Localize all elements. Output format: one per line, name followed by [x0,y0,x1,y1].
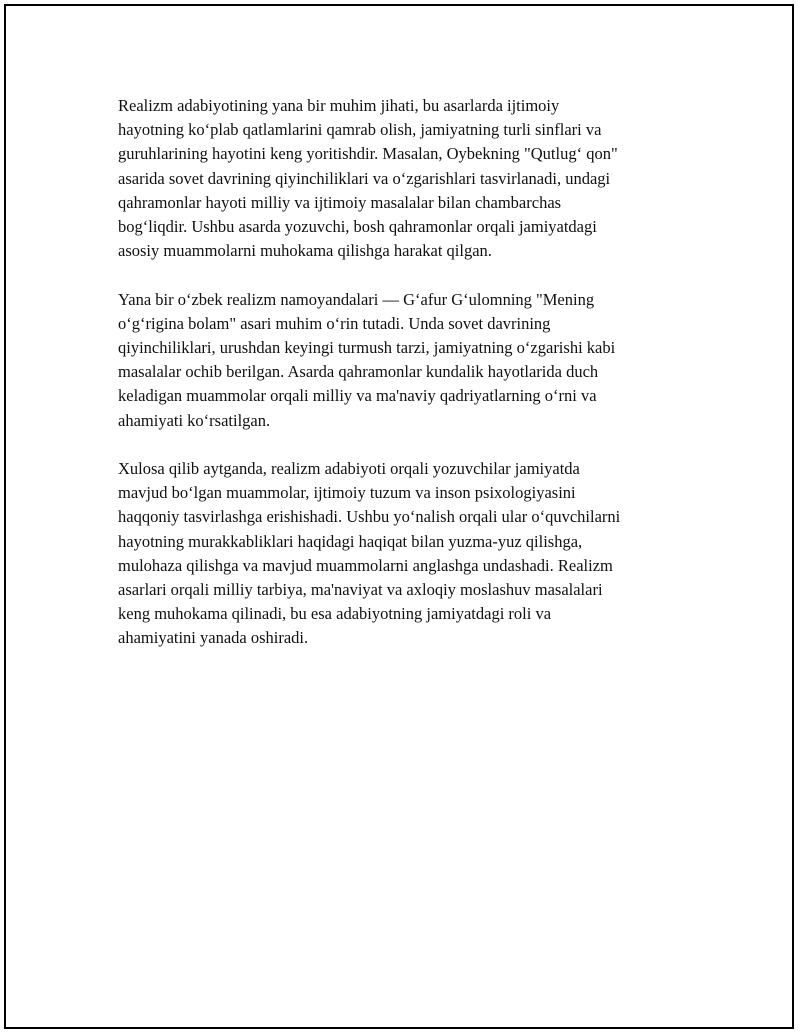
text-line: ahamiyati ko‘rsatilgan. [118,410,271,430]
paragraph-1 [118,94,682,263]
text-line: haqqoniy tasvirlashga erishishadi. Ushbu yo‘nalish orqali ular o‘quvchilarni [118,507,621,527]
text-line: mavjud bo‘lgan muammolar, ijtimoiy tuzum va inson psixologiyasini [118,483,576,503]
text-line: masalalar ochib berilgan. Asarda qahramonlar kundalik hayotlarida duch [118,362,599,382]
document-body [118,94,682,675]
text-line: asarlari orqali milliy tarbiya, ma'naviyat va axloqiy moslashuv masalalari [118,580,603,600]
text-line: o‘g‘rigina bolam" asari muhim o‘rin tutadi. Unda sovet davrining [118,313,551,333]
text-line: Realizm adabiyotining yana bir muhim jihati, bu asarlarda ijtimoiy [118,96,560,115]
text-line: hayotning ko‘plab qatlamlarini qamrab olish, jamiyatning turli sinflari va [118,120,602,140]
text-line: keladigan muammolar orqali milliy va ma'naviy qadriyatlarning o‘rni va [118,386,597,406]
paragraph-3 [118,457,682,651]
paragraph-2 [118,288,682,433]
text-line: asosiy muammolarni muhokama qilishga harakat qilgan. [118,241,492,261]
text-line: qiyinchiliklari, urushdan keyingi turmush tarzi, jamiyatning o‘zgarishi kabi [118,338,616,358]
text-line: qahramonlar hayoti milliy va ijtimoiy masalalar bilan chambarchas [118,192,562,212]
text-line: bog‘liqdir. Ushbu asarda yozuvchi, bosh qahramonlar orqali jamiyatdagi [118,217,597,237]
text-line: Yana bir o‘zbek realizm namoyandalari — G‘afur G‘ulomning "Mening [118,289,595,309]
text-line: Xulosa qilib aytganda, realizm adabiyoti orqali yozuvchilar jamiyatda [118,459,580,479]
text-line: hayotning murakkabliklari haqidagi haqiqat bilan yuzma-yuz qilishga, [118,531,583,551]
text-line: mulohaza qilishga va mavjud muammolarni anglashga undashadi. Realizm [118,555,613,575]
text-line: guruhlarining hayotini keng yoritishdir. Masalan, Oybekning "Qutlug‘ qon" [118,144,618,164]
text-line: ahamiyatini yanada oshiradi. [118,628,309,648]
text-line: keng muhokama qilinadi, bu esa adabiyotning jamiyatdagi roli va [118,604,552,624]
text-line: asarida sovet davrining qiyinchiliklari va o‘zgarishlari tasvirlanadi, undagi [118,168,611,188]
